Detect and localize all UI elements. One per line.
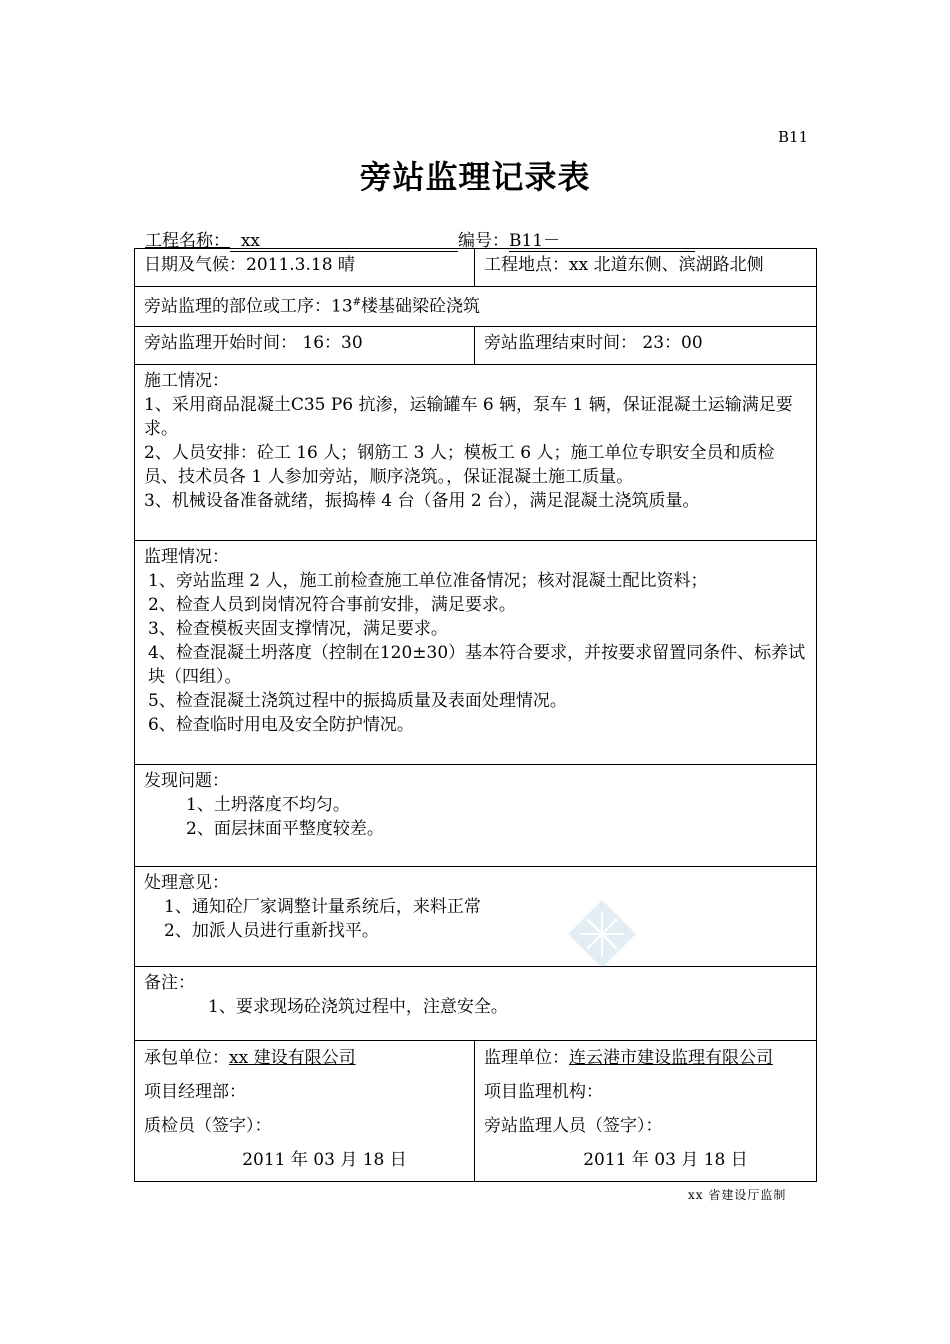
end-time-cell: 旁站监理结束时间： 23：00	[475, 327, 817, 365]
contractor-date: 2011 年 03 月 18 日	[242, 1150, 407, 1170]
supervisor-name: 连云港市建设监理有限公司	[569, 1048, 773, 1068]
opinion-item: 1、通知砼厂家调整计量系统后，来料正常	[164, 897, 481, 917]
construction-item: 1、采用商品混凝土C35 P6 抗渗，运输罐车 6 辆，泵车 1 辆，保证混凝土运输满足要求。	[144, 395, 793, 439]
part-prefix: 旁站监理的部位或工序：13	[144, 296, 353, 317]
opinions-cell	[135, 867, 817, 967]
remarks-heading: 备注：	[144, 973, 195, 993]
date-weather-cell: 日期及气候：2011.3.18 晴	[135, 249, 475, 287]
supervisor-signature-cell	[475, 1041, 817, 1182]
contractor-name: xx 建设有限公司	[229, 1048, 356, 1068]
snowflake-watermark-icon	[566, 898, 638, 970]
project-name-label: 工程名称：	[145, 231, 230, 251]
form-code: B11	[778, 128, 809, 146]
construction-cell	[135, 365, 817, 541]
contractor-line	[144, 1041, 465, 1075]
supervisor-line	[484, 1041, 807, 1075]
supervisor-label: 监理单位：	[484, 1048, 569, 1068]
construction-heading: 施工情况：	[144, 371, 229, 391]
construction-item: 2、人员安排：砼工 16 人；钢筋工 3 人；模板工 6 人；施工单位专职安全员和质检员、技术员各 1 人参加旁站，顺序浇筑。，保证混凝土施工质量。	[144, 443, 775, 487]
footer-issuer: xx 省建设厅监制	[688, 1188, 787, 1202]
supervision-item: 3、检查模板夹固支撑情况，满足要求。	[148, 619, 448, 639]
part-cell	[135, 287, 817, 327]
problems-heading: 发现问题：	[144, 771, 229, 791]
inspector-label: 质检员（签字）：	[144, 1116, 272, 1136]
supervision-item: 2、检查人员到岗情况符合事前安排，满足要求。	[148, 595, 516, 615]
page-title: 旁站监理记录表	[359, 158, 591, 196]
supervision-heading: 监理情况：	[144, 547, 229, 567]
problems-cell	[135, 765, 817, 867]
construction-item: 3、机械设备准备就绪，振捣棒 4 台（备用 2 台），满足混凝土浇筑质量。	[144, 491, 700, 511]
start-time-cell: 旁站监理开始时间： 16：30	[135, 327, 475, 365]
number-value: B11－	[509, 226, 695, 252]
supervision-item: 1、旁站监理 2 人，施工前检查施工单位准备情况；核对混凝土配比资料；	[148, 571, 708, 591]
supervision-item: 6、检查临时用电及安全防护情况。	[148, 715, 414, 735]
opinions-heading: 处理意见：	[144, 873, 229, 893]
contractor-signature-cell	[135, 1041, 475, 1182]
supervision-item: 4、检查混凝土坍落度（控制在120±30）基本符合要求，并按要求留置同条件、标养试块（四组）。	[148, 643, 806, 687]
problem-item: 1、土坍落度不均匀。	[186, 795, 350, 815]
pm-dept-label: 项目经理部：	[144, 1082, 246, 1102]
supervision-org-label: 项目监理机构：	[484, 1082, 603, 1102]
supervisor-person-label: 旁站监理人员（签字）：	[484, 1116, 663, 1136]
opinion-item: 2、加派人员进行重新找平。	[164, 921, 379, 941]
supervision-cell	[135, 541, 817, 765]
part-sup: #	[352, 297, 362, 308]
record-table	[134, 248, 817, 1182]
contractor-label: 承包单位：	[144, 1048, 229, 1068]
remarks-cell	[135, 967, 817, 1041]
number-label: 编号：	[458, 231, 509, 251]
remark-item: 1、要求现场砼浇筑过程中，注意安全。	[208, 997, 508, 1017]
part-suffix: 楼基础梁砼浇筑	[361, 296, 481, 317]
supervisor-date: 2011 年 03 月 18 日	[583, 1150, 748, 1170]
problem-item: 2、面层抹面平整度较差。	[186, 819, 384, 839]
project-name: xx	[240, 231, 260, 251]
supervision-item: 5、检查混凝土浇筑过程中的振捣质量及表面处理情况。	[148, 691, 567, 711]
location-cell: 工程地点：xx 北道东侧、滨湖路北侧	[475, 249, 817, 287]
